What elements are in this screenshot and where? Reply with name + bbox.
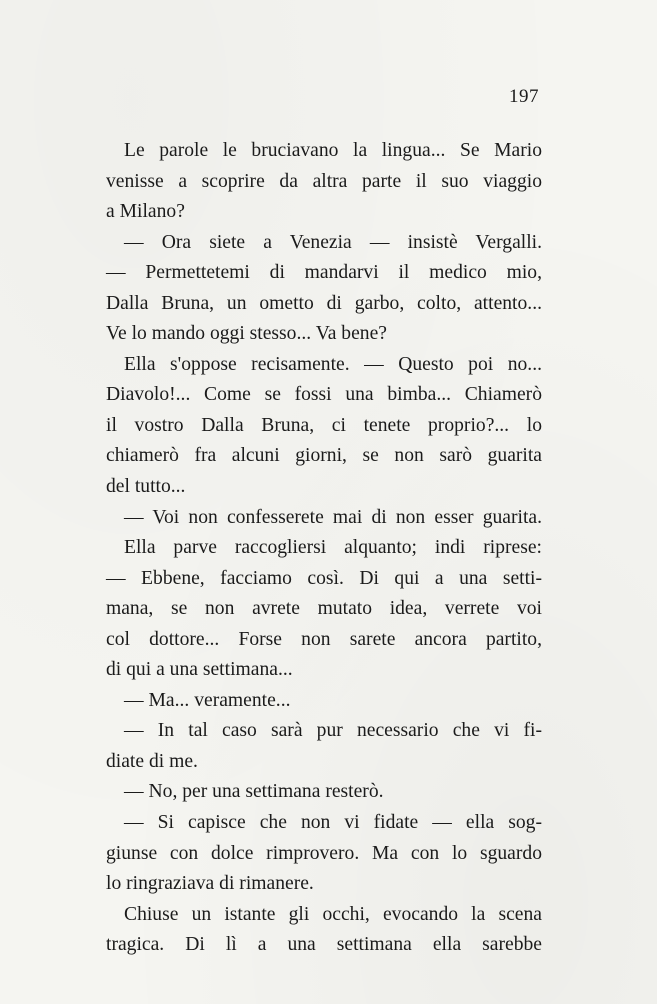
text-line: lo ringraziava di rimanere. [106,873,314,895]
text-line: — Ora siete a Venezia — insistè Vergalli. [124,231,542,253]
text-line: Le parole le bruciavano la lingua... Se Mario [124,140,542,161]
text-line: del tutto... [106,476,186,498]
text-line: Diavolo!... Come se fossi una bimba... Chiamerò [106,384,542,406]
text-line: — Ebbene, facciamo così. Di qui a una setti- [106,567,542,589]
text-line: giunse con dolce rimprovero. Ma con lo sguardo [106,842,542,864]
text-line: — Voi non confesserete mai di non esser guarita. [124,506,542,528]
text-line: — Permettetemi di mandarvi il medico mio, [106,262,542,284]
text-line: mana, se non avrete mutato idea, verrete voi [106,598,542,620]
text-line: Dalla Bruna, un ometto di garbo, colto, attento... [106,292,542,314]
text-line: — In tal caso sarà pur necessario che vi fi- [124,720,542,742]
text-line: — Si capisce che non vi fidate — ella sog- [124,812,542,834]
text-line: — No, per una settimana resterò. [124,781,384,803]
text-line: chiamerò fra alcuni giorni, se non sarò guarita [106,445,542,467]
text-line: di qui a una settimana... [106,659,293,681]
text-line: Ve lo mando oggi stesso... Va bene? [106,323,387,345]
body-text [106,136,542,961]
text-line: Ella parve raccogliersi alquanto; indi riprese: [124,537,542,559]
text-line: tragica. Di lì a una settimana ella sarebbe [106,934,542,956]
page-number: 197 [509,86,539,107]
text-line: — Ma... veramente... [124,689,291,711]
text-line: il vostro Dalla Bruna, ci tenete proprio?... lo [106,414,542,436]
text-line: col dottore... Forse non sarete ancora partito, [106,628,542,650]
text-line: Ella s'oppose recisamente. — Questo poi no... [124,353,542,375]
text-line: Chiuse un istante gli occhi, evocando la scena [124,903,542,925]
text-line: diate di me. [106,750,198,772]
text-line: a Milano? [106,201,185,223]
text-line: venisse a scoprire da altra parte il suo viaggio [106,170,542,192]
